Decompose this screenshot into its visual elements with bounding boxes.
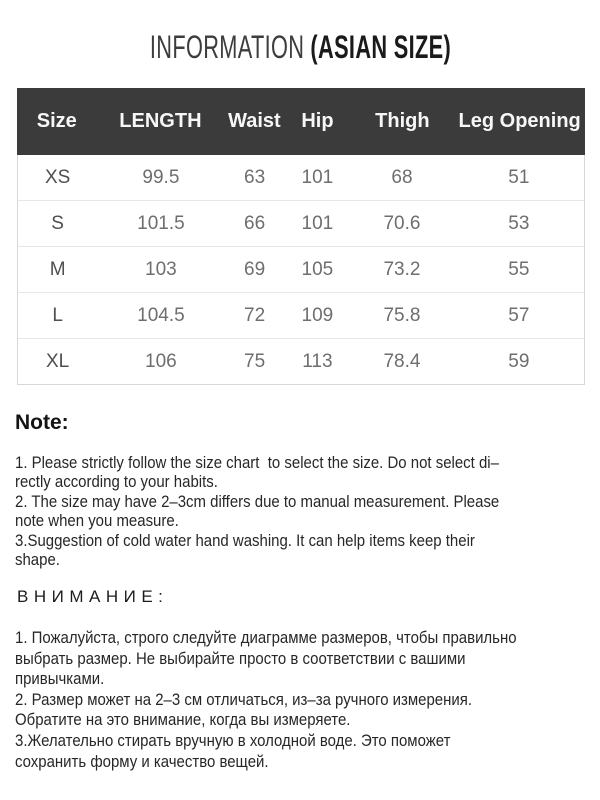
cell-thigh: 75.8 xyxy=(383,304,421,326)
cell-hip: 113 xyxy=(302,350,333,372)
cell-length: 106 xyxy=(145,350,177,372)
page-title-regular: INFORMATION xyxy=(149,29,304,65)
cell-waist: 66 xyxy=(244,212,266,234)
cell-thigh: 70.6 xyxy=(383,212,421,234)
cell-hip: 101 xyxy=(301,166,334,188)
note-en-line: rectly according to your habits. xyxy=(15,472,218,492)
cell-leg-opening: 59 xyxy=(508,350,530,372)
cell-leg-opening: 57 xyxy=(508,304,530,326)
column-header-length: LENGTH xyxy=(119,110,202,132)
cell-hip: 109 xyxy=(301,304,334,326)
table-row-l xyxy=(18,293,584,339)
cell-waist: 63 xyxy=(244,166,266,188)
table-row-s xyxy=(18,201,584,247)
size-table xyxy=(17,88,585,385)
cell-waist: 72 xyxy=(244,304,266,326)
cell-hip: 101 xyxy=(301,212,334,234)
cell-leg-opening: 55 xyxy=(508,258,530,280)
cell-hip: 105 xyxy=(301,258,334,280)
cell-length: 103 xyxy=(145,258,177,280)
cell-waist: 69 xyxy=(244,258,266,280)
cell-leg-opening: 51 xyxy=(508,166,530,188)
note-ru-line: Обратите на это внимание, когда вы измеряете. xyxy=(15,710,351,730)
cell-length: 99.5 xyxy=(142,166,180,188)
cell-waist: 75 xyxy=(244,350,266,372)
note-ru-line: сохранить форму и качество вещей. xyxy=(15,751,269,771)
size-table-body xyxy=(17,155,585,385)
cell-length: 104.5 xyxy=(137,304,185,326)
note-en-line: shape. xyxy=(15,550,60,570)
cell-length: 101.5 xyxy=(137,212,185,234)
column-header-waist: Waist xyxy=(228,110,281,132)
cell-size: S xyxy=(51,212,64,234)
note-heading-ru: ВНИМАНИЕ: xyxy=(17,587,169,606)
cell-size: XL xyxy=(45,350,70,372)
note-en-line: 1. Please strictly follow the size chart to select the size. Do not select di– xyxy=(15,453,499,472)
cell-thigh: 68 xyxy=(391,166,413,188)
table-row-m xyxy=(18,247,584,293)
column-header-size: Size xyxy=(36,110,77,132)
note-ru-line: привычками. xyxy=(15,669,105,689)
note-text-ru xyxy=(15,628,517,772)
column-header-thigh: Thigh xyxy=(375,110,430,132)
cell-thigh: 78.4 xyxy=(383,350,421,372)
note-heading-en: Note: xyxy=(15,411,69,434)
column-header-hip: Hip xyxy=(301,110,334,132)
note-ru-line: 3.Желательно стирать вручную в холодной воде. Это поможет xyxy=(15,730,451,750)
note-text-en xyxy=(15,453,499,569)
cell-size: XS xyxy=(44,166,71,188)
note-en-line: note when you measure. xyxy=(15,511,179,531)
note-ru-line: 1. Пожалуйста, строго следуйте диаграмме размеров, чтобы правильно xyxy=(15,628,517,647)
note-en-line: 2. The size may have 2–3cm differs due to manual measurement. Please xyxy=(15,491,500,511)
size-table-header-row xyxy=(17,88,585,155)
page-title-bold: (ASIAN SIZE) xyxy=(309,29,451,65)
note-ru-line: 2. Размер может на 2–3 см отличаться, из–за ручного измерения. xyxy=(15,689,473,709)
cell-size: M xyxy=(49,258,66,280)
note-en-line: 3.Suggestion of cold water hand washing. It can help items keep their xyxy=(15,530,475,550)
cell-thigh: 73.2 xyxy=(383,258,421,280)
page-title xyxy=(0,28,600,66)
table-row-xs xyxy=(18,155,584,201)
cell-leg-opening: 53 xyxy=(508,212,530,234)
column-header-leg-opening: Leg Opening xyxy=(458,110,581,132)
table-row-xl xyxy=(18,339,584,384)
cell-size: L xyxy=(52,304,63,326)
note-ru-line: выбрать размер. Не выбирайте просто в соответствии с вашими xyxy=(15,648,466,668)
